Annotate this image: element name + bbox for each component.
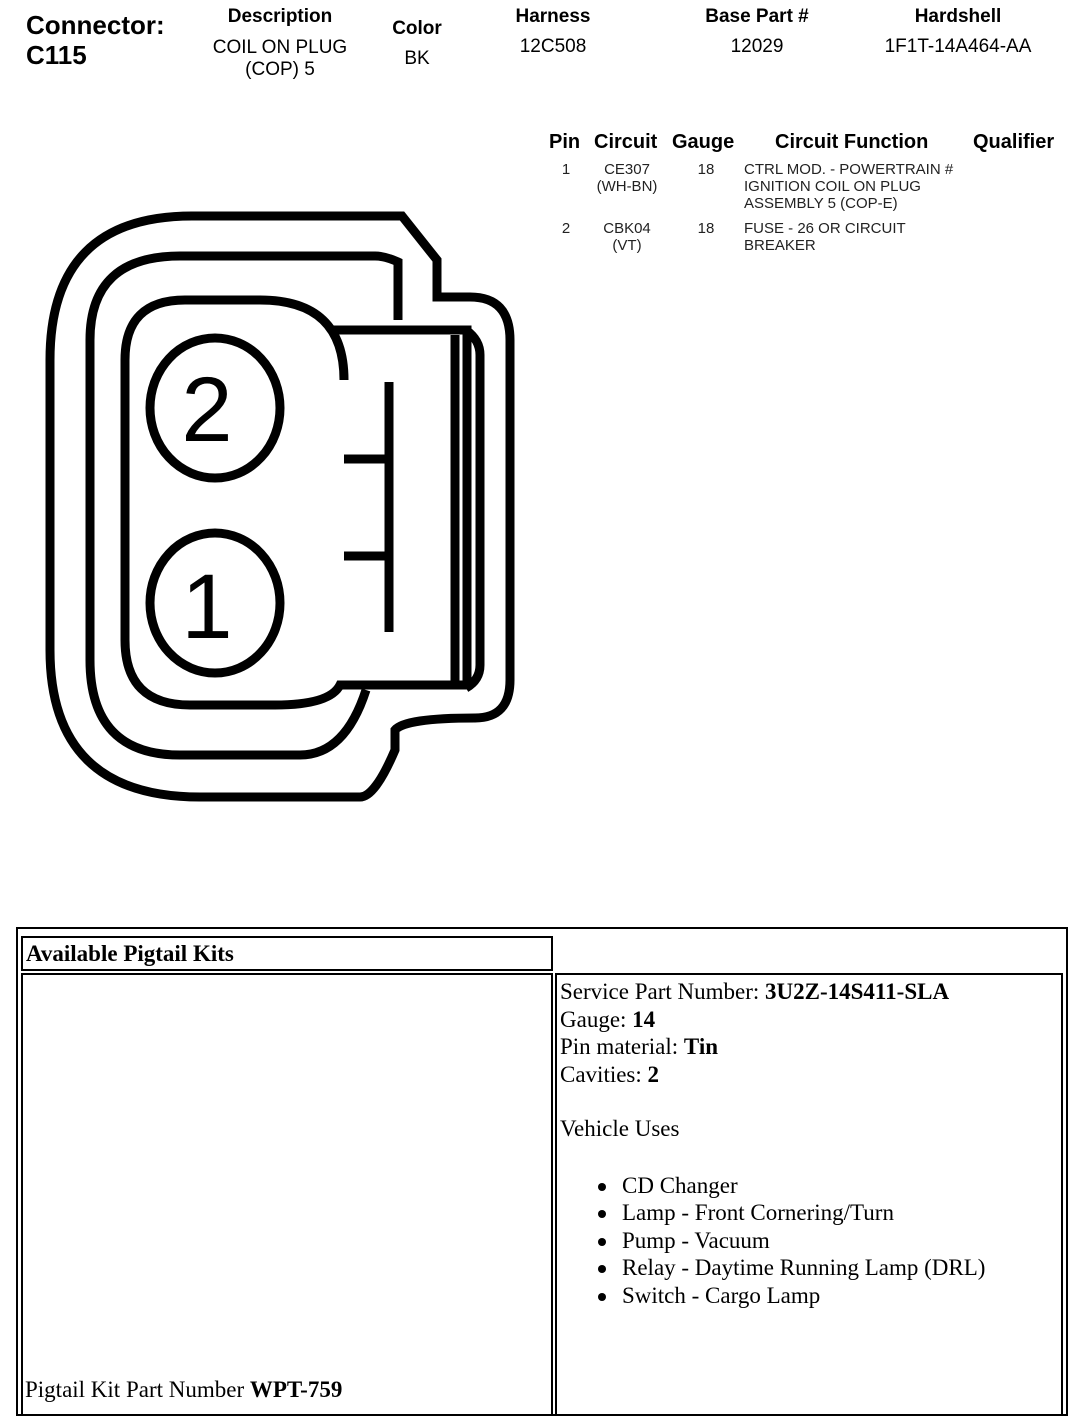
cavities-label: Cavities: [560,1061,648,1087]
description-value-line1: COIL ON PLUG [212,37,348,58]
description-value-line2: (COP) 5 [245,59,315,80]
vehicle-use-item: Pump - Vacuum [560,1227,1058,1255]
gauge-heading: Gauge [672,131,735,153]
row1-circuit [582,161,672,195]
row1-function-line3: ASSEMBLY 5 (COP-E) [744,195,898,212]
hardshell-heading: Hardshell [914,6,1002,27]
cavity-1-label: 1 [181,556,233,658]
gauge-line [560,1006,1058,1034]
cavities-value: 2 [647,1061,660,1087]
pigtail-kit-part-label: Pigtail Kit Part Number [25,1377,250,1402]
description-heading: Description [227,6,333,27]
row1-function [744,161,953,212]
row2-circuit-color: (VT) [612,237,642,254]
inner-housing-outline [125,300,467,705]
header-base-part [672,6,842,58]
row2-function-line2: BREAKER [744,237,816,254]
row2-pin: 2 [561,220,571,237]
pigtail-left-cell [21,973,553,1416]
row1-function-line2: IGNITION COIL ON PLUG [744,178,921,195]
vehicle-use-item: Switch - Cargo Lamp [560,1282,1058,1310]
qualifier-heading: Qualifier [973,131,1055,153]
vehicle-uses-list [560,1172,1058,1310]
row1-gauge: 18 [697,161,715,178]
gauge-value: 14 [632,1006,656,1032]
pigtail-details [560,978,1058,1309]
cavity-2-label: 2 [181,359,233,461]
connector-face-diagram [0,200,540,820]
gauge-label: Gauge: [560,1006,633,1032]
base-part-value: 12029 [730,36,784,57]
pin-heading: Pin [549,131,581,153]
base-part-heading: Base Part # [705,6,809,27]
pin-material-line [560,1033,1058,1061]
row1-function-line1: CTRL MOD. - POWERTRAIN # [744,161,954,178]
row2-function-line1: FUSE - 26 OR CIRCUIT [744,220,906,237]
row1-circuit-code: CE307 [604,161,650,178]
cavities-line [560,1061,1058,1089]
pin-material-value: Tin [683,1034,719,1059]
pin-material-label: Pin material: [560,1034,684,1059]
connector-label: Connector: [26,10,165,40]
row2-function [744,220,906,254]
vehicle-use-item: Relay - Daytime Running Lamp (DRL) [560,1254,1058,1282]
row2-circuit-code: CBK04 [603,220,651,237]
pigtail-kit-part-value: WPT-759 [249,1377,343,1402]
harness-heading: Harness [515,6,591,27]
service-part-line [560,978,1058,1006]
circuit-heading: Circuit [594,131,658,153]
header-color [370,18,464,70]
connector-id: C115 [26,40,87,70]
header-harness [478,6,628,58]
hardshell-value: 1F1T-14A464-AA [884,36,1032,57]
header-description [180,6,380,81]
vehicle-use-item: CD Changer [560,1172,1058,1200]
harness-value: 12C508 [519,36,587,57]
circuit-function-heading: Circuit Function [775,131,929,153]
row2-gauge: 18 [697,220,715,237]
service-part-value: 3U2Z-14S411-SLA [765,979,950,1004]
pigtail-kit-part-line [25,1376,342,1404]
color-heading: Color [392,18,442,39]
vehicle-uses-label: Vehicle Uses [560,1116,680,1141]
header-hardshell [858,6,1058,58]
color-value: BK [404,48,430,69]
row1-pin: 1 [561,161,571,178]
pigtail-kits-title: Available Pigtail Kits [21,936,553,971]
service-part-label: Service Part Number: [560,979,766,1004]
vehicle-use-item: Lamp - Front Cornering/Turn [560,1199,1058,1227]
row1-circuit-color: (WH-BN) [596,178,658,195]
row2-circuit [582,220,672,254]
